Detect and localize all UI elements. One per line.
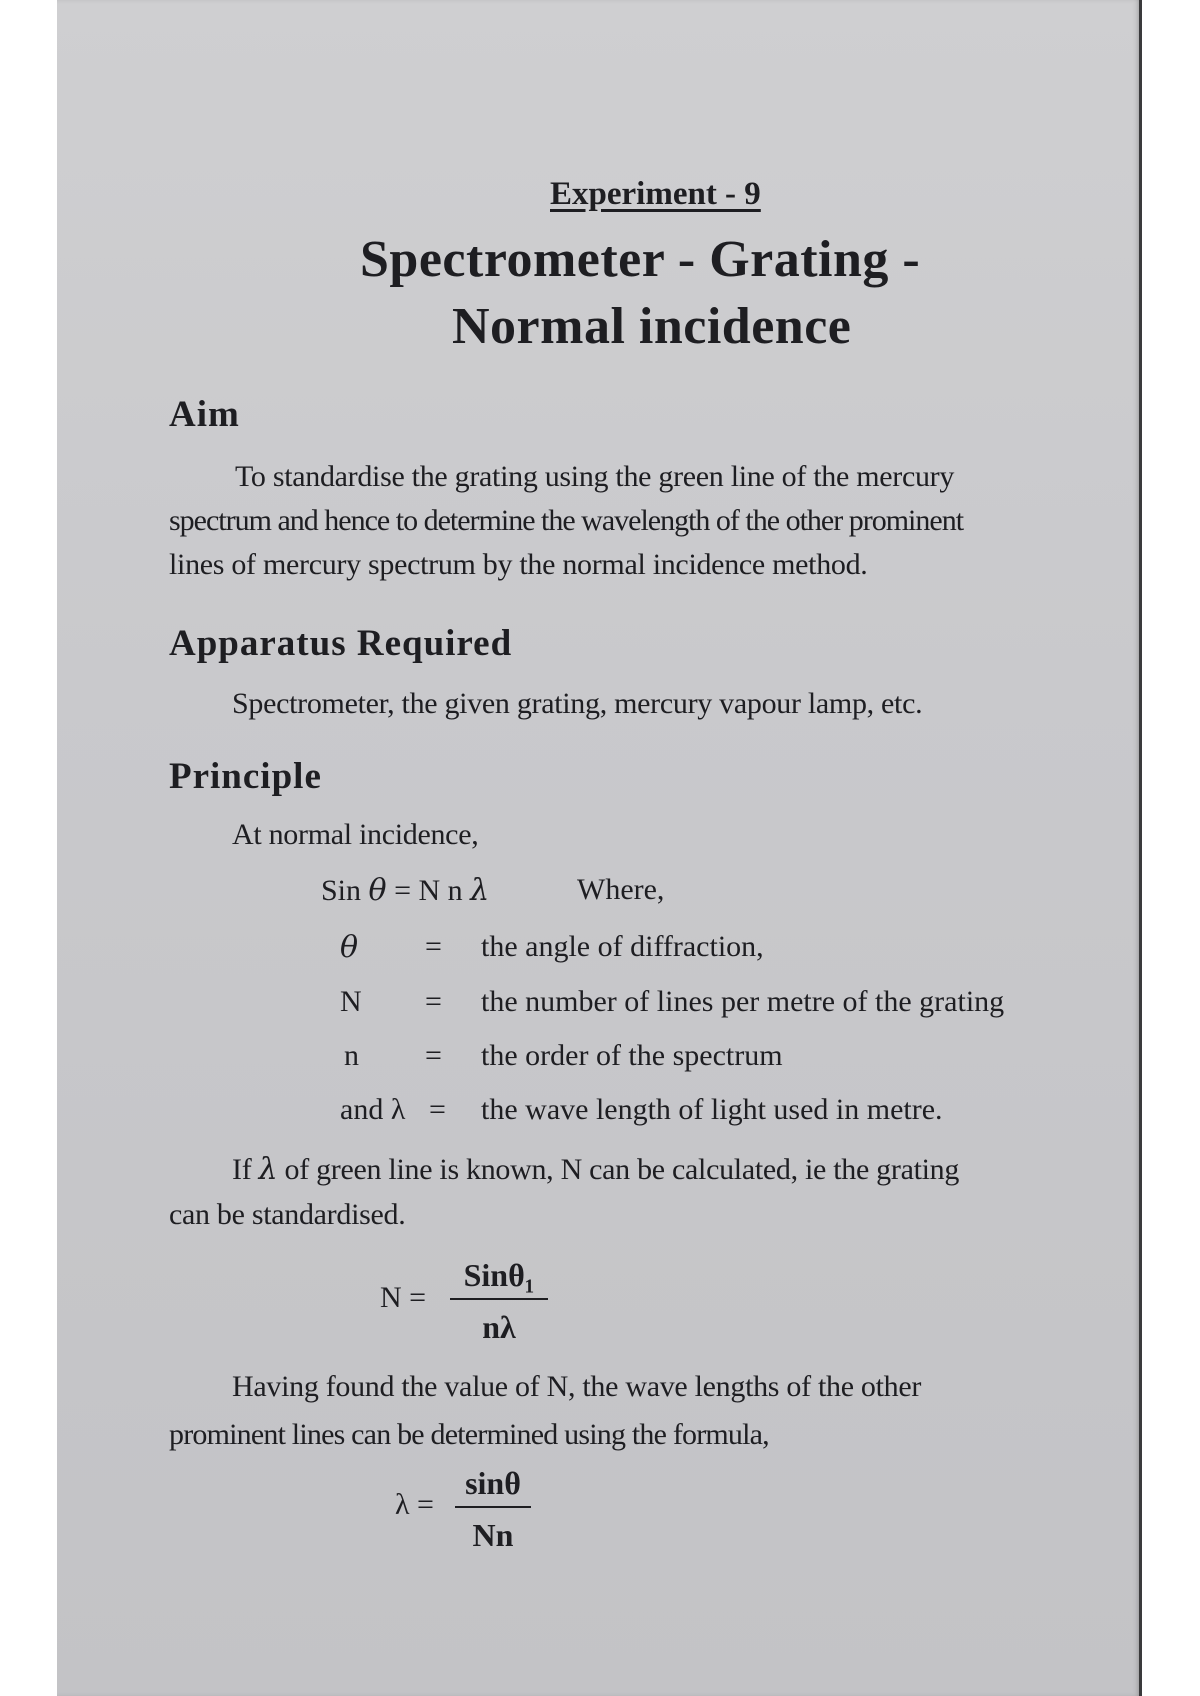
experiment-label: Experiment - 9 (550, 176, 761, 212)
aim-heading: Aim (169, 394, 240, 435)
where-label: Where, (577, 873, 665, 906)
if-word: If (232, 1153, 252, 1186)
definition-symbol: and λ (340, 1093, 406, 1126)
formula-lambda-numerator: sinθ (465, 1465, 521, 1501)
aim-line-3: lines of mercury spectrum by the normal incidence method. (169, 548, 868, 581)
book-page (57, 0, 1142, 1696)
definition-symbol: N (340, 985, 362, 1018)
formula-lambda-denominator: Nn (472, 1517, 514, 1553)
lambda-symbol: λ (470, 873, 490, 908)
definition-equals: = (425, 985, 442, 1018)
formula-n-lhs: N = (380, 1281, 427, 1314)
if-rest: of green line is known, N can be calculated, ie the grating (284, 1153, 960, 1186)
formula-n-numerator: Sinθ₁ (463, 1257, 535, 1293)
having-line-2: prominent lines can be determined using the formula, (169, 1418, 769, 1451)
principle-formula (321, 873, 489, 908)
lambda-symbol: λ (258, 1152, 278, 1187)
formula-n-fraction (450, 1254, 548, 1348)
formula-lambda-lhs: λ = (395, 1488, 434, 1521)
formula-sin: Sin (321, 874, 362, 907)
aim-line-2: spectrum and hence to determine the wavelength of the other prominent (169, 504, 964, 537)
standardise-line-1 (232, 1152, 959, 1187)
page-title-line-1: Spectrometer - Grating - (360, 231, 921, 288)
principle-intro: At normal incidence, (232, 818, 479, 851)
definition-equals: = (429, 1093, 446, 1126)
formula-n-denominator: nλ (482, 1309, 516, 1345)
theta-symbol: θ (368, 873, 387, 908)
aim-line-1: To standardise the grating using the green line of the mercury (235, 460, 955, 493)
fraction-bar (455, 1506, 531, 1508)
definition-symbol: n (344, 1039, 359, 1072)
formula-rhs: = N n (394, 874, 463, 907)
definition-text: the number of lines per metre of the grating (481, 985, 1005, 1018)
apparatus-heading: Apparatus Required (169, 623, 513, 664)
definition-equals: = (425, 930, 442, 963)
fraction-bar (450, 1298, 548, 1300)
definition-text: the order of the spectrum (481, 1039, 783, 1072)
definition-text: the wave length of light used in metre. (481, 1093, 943, 1126)
definition-equals: = (425, 1039, 442, 1072)
having-line-1: Having found the value of N, the wave lengths of the other (232, 1370, 922, 1403)
page-title-line-2: Normal incidence (452, 298, 852, 355)
standardise-line-2: can be standardised. (169, 1198, 406, 1231)
principle-heading: Principle (169, 756, 322, 797)
apparatus-text: Spectrometer, the given grating, mercury vapour lamp, etc. (232, 687, 923, 720)
definition-text: the angle of diffraction, (481, 930, 764, 963)
formula-lambda-fraction (455, 1462, 531, 1556)
definition-symbol: θ (340, 930, 359, 965)
